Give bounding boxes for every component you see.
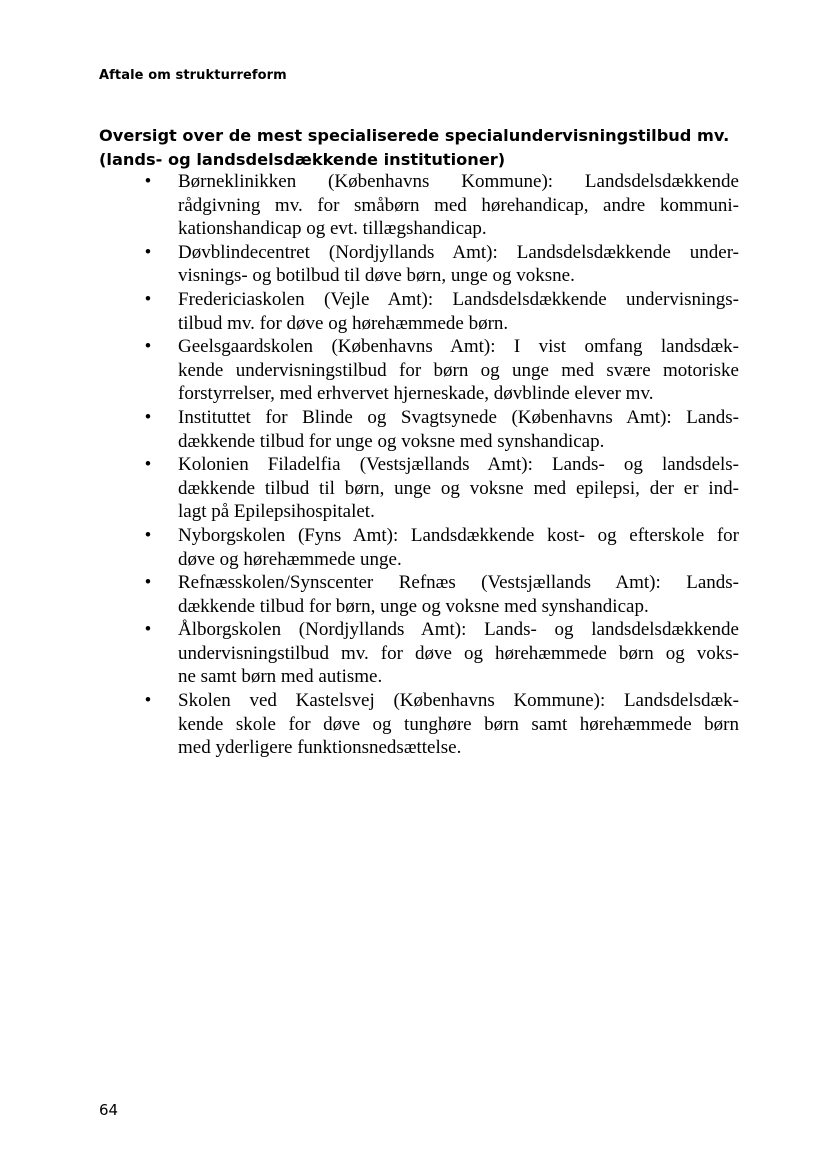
list-item-text — [178, 453, 739, 524]
list-item-line: dækkende tilbud til børn, unge og voksne med epilepsi, der er ind- — [178, 477, 739, 499]
list-item-text — [178, 689, 739, 760]
list-item-line: Fredericiaskolen (Vejle Amt): Landsdelsdækkende undervisnings- — [178, 288, 739, 310]
list-item-line: dækkende tilbud for børn, unge og voksne med synshandicap. — [178, 595, 649, 617]
bullet-icon: • — [144, 572, 152, 594]
list-item-line: Refnæsskolen/Synscenter Refnæs (Vestsjællands Amt): Lands- — [178, 572, 739, 594]
list-item-line: visnings- og botilbud til døve børn, unge og voksne. — [178, 265, 575, 287]
page-number: 64 — [99, 1101, 119, 1119]
section-title-line: (lands- og landsdelsdækkende institutioner) — [99, 150, 506, 169]
list-item-line: med yderligere funktionsnedsættelse. — [178, 737, 462, 759]
list-item-line: Geelsgaardskolen (Københavns Amt): I vist omfang landsdæk- — [178, 336, 739, 358]
list-item-line: kende skole for døve og tunghøre børn samt hørehæmmede børn — [178, 713, 739, 735]
list-item-line: ne samt børn med autisme. — [178, 666, 383, 688]
list-item-line: Døvblindecentret (Nordjyllands Amt): Landsdelsdækkende under- — [178, 241, 739, 263]
list-item-line: rådgivning mv. for småbørn med hørehandicap, andre kommuni- — [178, 194, 739, 216]
list-item — [143, 618, 739, 689]
list-item-line: tilbud mv. for døve og hørehæmmede børn. — [178, 312, 509, 334]
bullet-icon: • — [144, 336, 152, 358]
list-item-line: døve og hørehæmmede unge. — [178, 548, 402, 570]
list-item-line: undervisningstilbud mv. for døve og hørehæmmede børn og voks- — [178, 642, 739, 664]
list-item-text — [178, 170, 739, 241]
list-item-line: Ålborgskolen (Nordjyllands Amt): Lands- og landsdelsdækkende — [178, 619, 739, 641]
list-item-text — [178, 618, 739, 689]
list-item-line: kationshandicap og evt. tillægshandicap. — [178, 218, 487, 240]
list-item-line: dækkende tilbud for unge og voksne med synshandicap. — [178, 430, 605, 452]
list-item — [143, 406, 739, 453]
list-item — [143, 453, 739, 524]
section-title-line: Oversigt over de mest specialiserede specialundervisningstilbud mv. — [99, 126, 730, 145]
list-item — [143, 335, 739, 406]
list-item-line: Kolonien Filadelfia (Vestsjællands Amt): Lands- og landsdels- — [178, 454, 739, 476]
list-item-line: kende undervisningstilbud for børn og unge med svære motoriske — [178, 359, 739, 381]
list-item — [143, 524, 739, 571]
bullet-icon: • — [144, 406, 152, 428]
list-item-text — [178, 335, 739, 406]
list-item-line: Skolen ved Kastelsvej (Københavns Kommune): Landsdelsdæk- — [178, 690, 739, 712]
bullet-icon: • — [144, 619, 152, 641]
list-item-line: lagt på Epilepsihospitalet. — [178, 501, 375, 523]
list-item-line: forstyrrelser, med erhvervet hjerneskade, døvblinde elever mv. — [178, 383, 654, 405]
list-item — [143, 571, 739, 618]
bullet-icon: • — [144, 524, 152, 546]
bullet-icon: • — [144, 288, 152, 310]
institution-list — [143, 170, 739, 760]
list-item-text — [178, 288, 739, 335]
running-header: Aftale om strukturreform — [99, 68, 287, 83]
list-item-line: Børneklinikken (Københavns Kommune): Landsdelsdækkende — [178, 171, 739, 192]
list-item-text — [178, 406, 739, 453]
bullet-icon: • — [144, 241, 152, 263]
bullet-icon: • — [144, 454, 152, 476]
section-title — [99, 124, 759, 172]
list-item — [143, 241, 739, 288]
list-item-text — [178, 571, 739, 618]
list-item-text — [178, 241, 739, 288]
bullet-icon: • — [144, 690, 152, 712]
bullet-icon: • — [144, 171, 152, 192]
list-item — [143, 689, 739, 760]
list-item — [143, 170, 739, 241]
list-item-line: Nyborgskolen (Fyns Amt): Landsdækkende kost- og efterskole for — [178, 524, 739, 546]
list-item — [143, 288, 739, 335]
list-item-line: Instituttet for Blinde og Svagtsynede (Københavns Amt): Lands- — [178, 406, 739, 428]
list-item-text — [178, 524, 739, 571]
